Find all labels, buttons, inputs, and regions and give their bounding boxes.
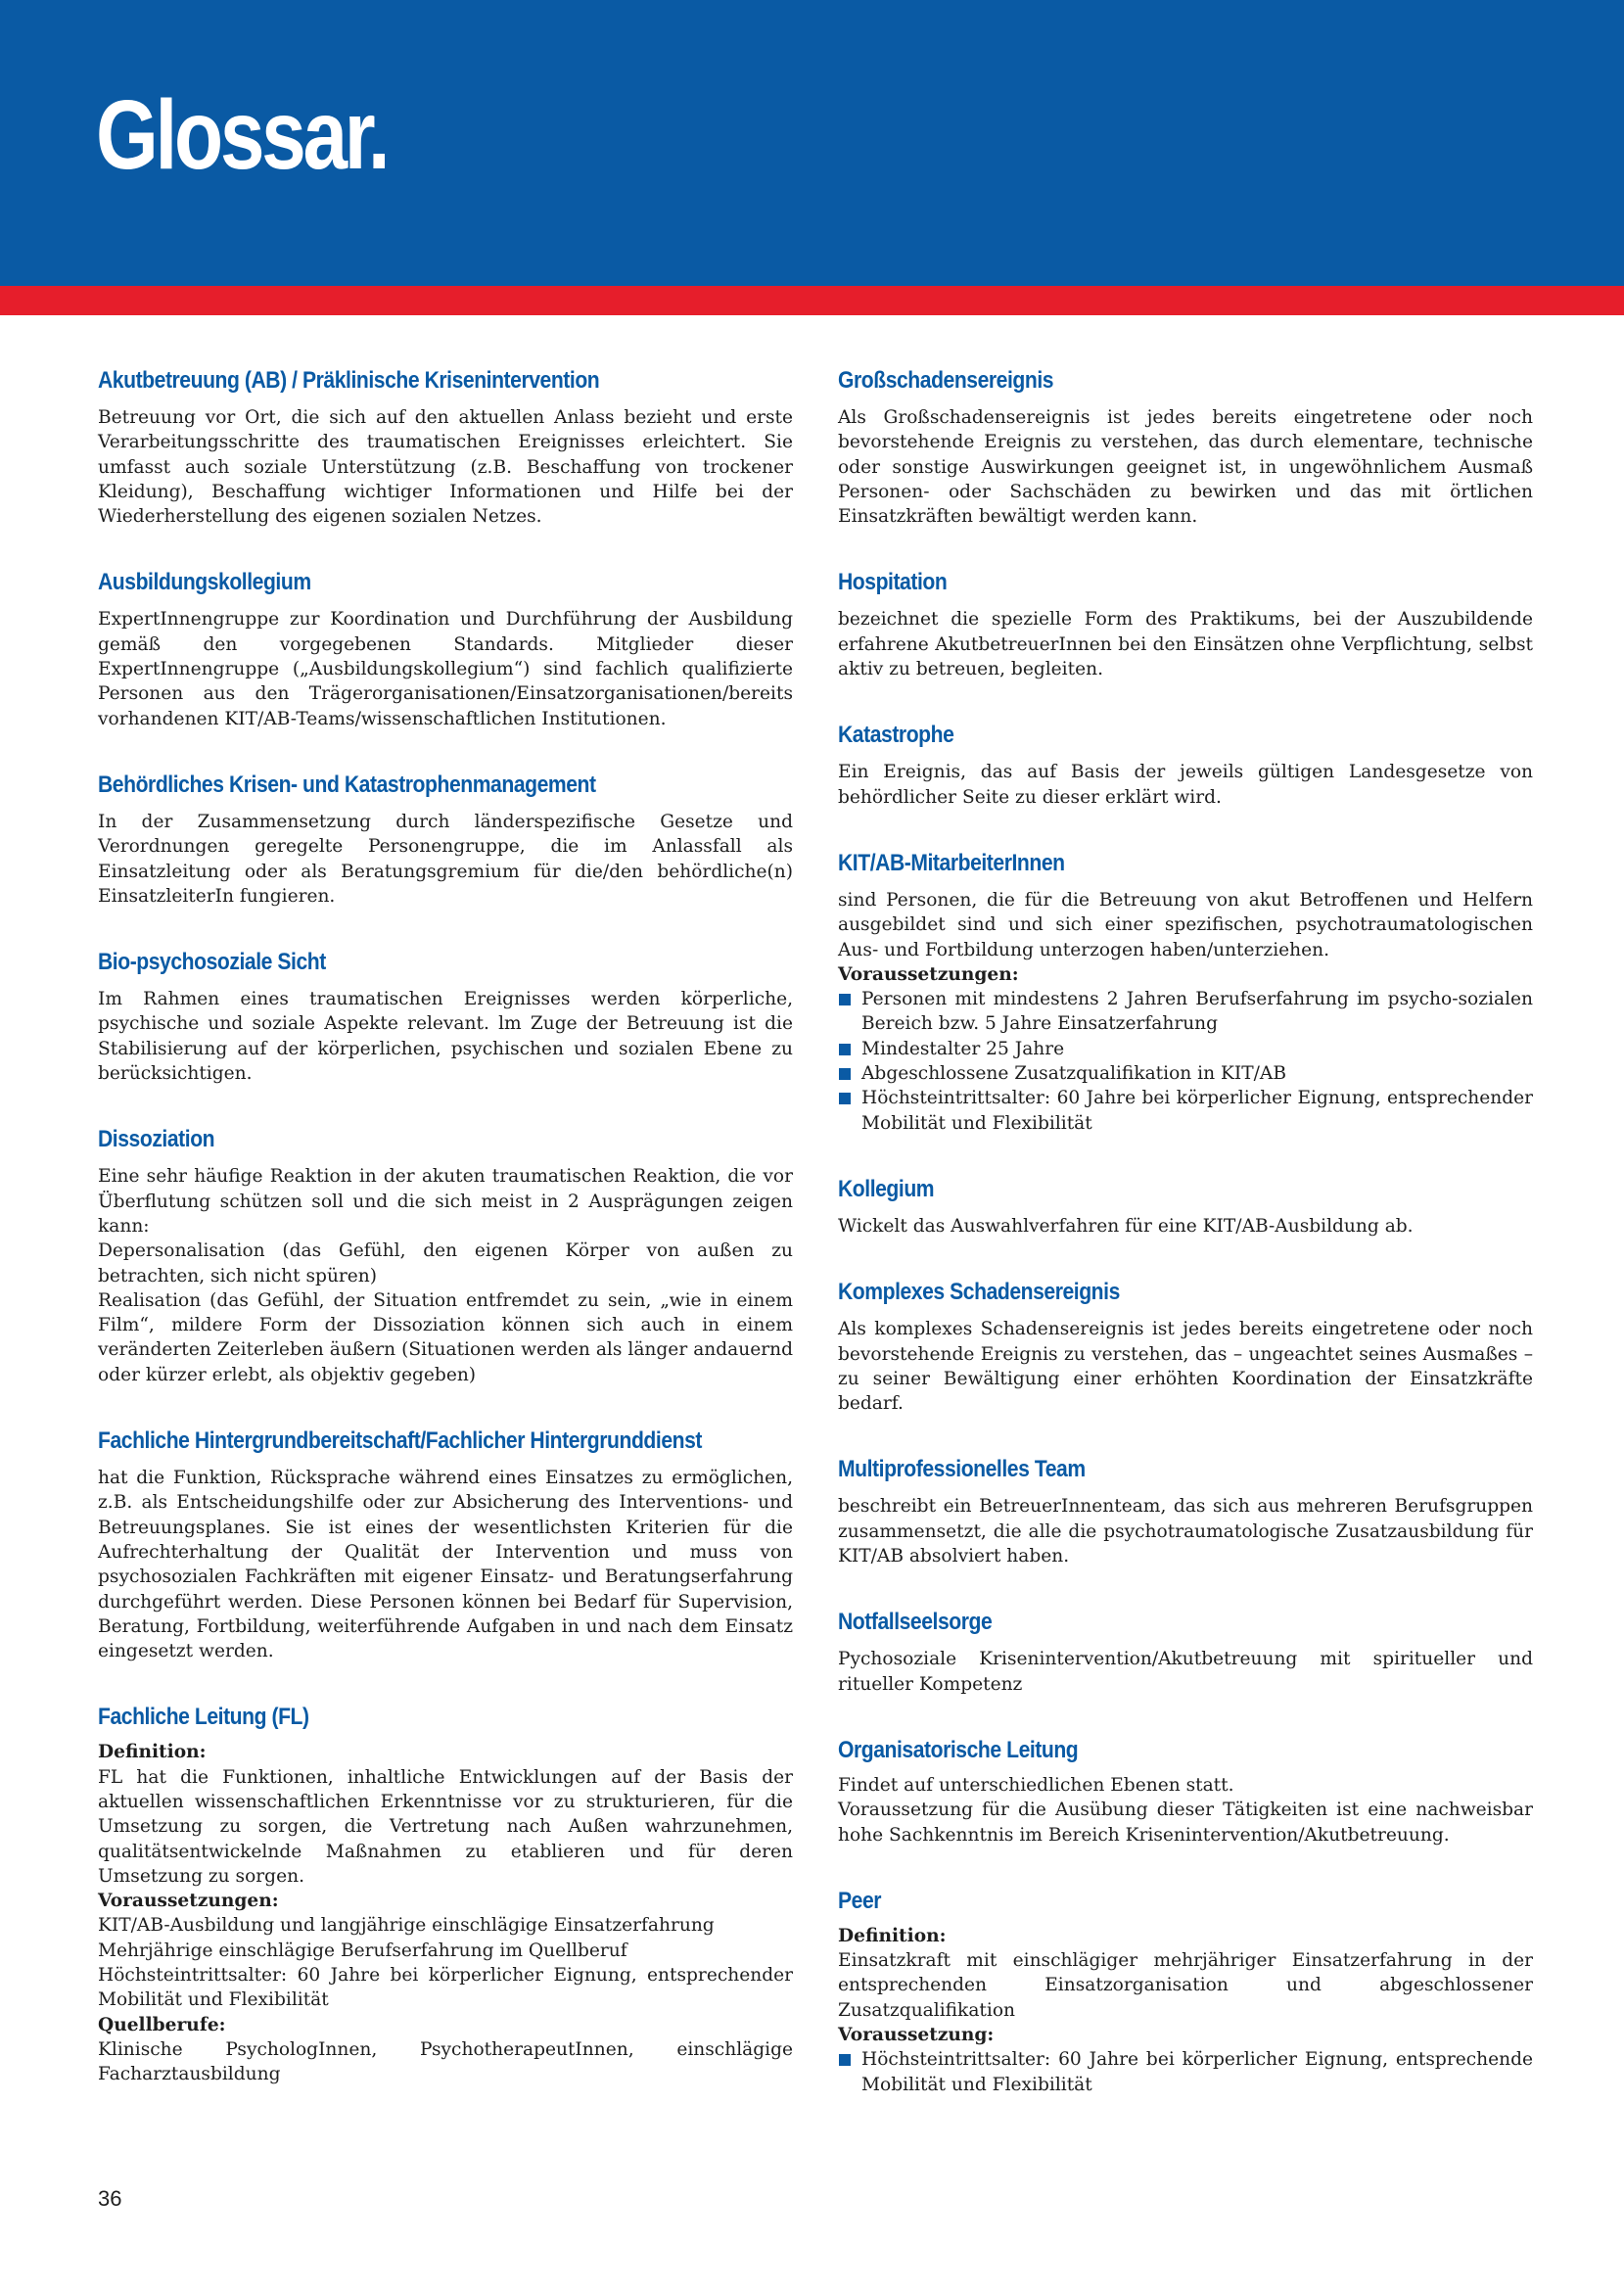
glossary-entry xyxy=(838,566,1533,681)
glossary-entry xyxy=(98,1123,793,1387)
entry-text: Höchsteintrittsalter: 60 Jahre bei körperlicher Eignung, entsprechender Mobilität und Flexibilität xyxy=(98,1965,793,2011)
glossary-entry xyxy=(838,719,1533,810)
entry-title: Hospitation xyxy=(838,569,948,596)
entry-title: Kollegium xyxy=(838,1175,935,1202)
glossary-entry xyxy=(838,1173,1533,1239)
entry-title: Behördliches Krisen- und Katastrophenmanagement xyxy=(98,771,596,798)
bullet-square-icon xyxy=(839,994,851,1005)
page-title: Glossar. xyxy=(96,80,388,190)
entry-title: KIT/AB-MitarbeiterInnen xyxy=(838,849,1065,876)
glossary-entry xyxy=(838,1885,1533,2097)
entry-text: Einsatzkraft mit einschlägiger mehrjähriger Einsatzerfahrung in der entsprechenden Einsatzorganisation und abgeschlossener Zusatzqualifikation xyxy=(838,1950,1533,2021)
list-item: Abgeschlossene Zusatzqualifikation in KIT/AB xyxy=(838,1061,1533,1086)
entry-title: Notfallseelsorge xyxy=(838,1609,993,1636)
bullet-square-icon xyxy=(839,1044,851,1055)
entry-text: Betreuung vor Ort, die sich auf den aktuellen Anlass bezieht und erste Verarbeitungsschritte des traumatischen Ereignisses erleichtert. Sie umfasst auch soziale Unterstützung (z.B. Beschaffung von trockener Kleidung), Beschaffung wichtiger Informationen und Hilfe bei der Wiederherstellung des eigenen sozialen Netzes. xyxy=(98,407,793,528)
glossary-entry xyxy=(98,769,793,909)
page-number: 36 xyxy=(98,2186,122,2211)
entry-title: Ausbildungskollegium xyxy=(98,569,311,596)
list-item: Höchsteintrittsalter: 60 Jahre bei körperlicher Eignung, entsprechender Mobilität und Flexibilität xyxy=(838,1086,1533,1136)
entry-text: sind Personen, die für die Betreuung von akut Betroffenen und Helfern ausgebildet sind und sich einer spezifischen, psychotraumatologischen Aus- und Fortbildung unterzogen haben/unterziehen. xyxy=(838,889,1533,960)
entry-text: Pychosoziale Krisenintervention/Akutbetreuung mit spiritueller und ritueller Kompetenz xyxy=(838,1649,1533,1695)
entry-text: Als komplexes Schadensereignis ist jedes bereits eingetretene oder noch bevorstehende Ereignis zu verstehen, das – ungeachtet seines Ausmaßes – zu seiner Bewältigung einer erhöhten Koordination der Einsatzkräfte bedarf. xyxy=(838,1319,1533,1415)
list-item: Höchsteintrittsalter: 60 Jahre bei körperlicher Eignung, entsprechende Mobilität und Flexibilität xyxy=(838,2047,1533,2097)
entry-text: Realisation (das Gefühl, der Situation entfremdet zu sein, „wie in einem Film“, mildere Form der Dissoziation können sich auch in einem veränderten Zeiterleben äußern (Situationen werden als länger andauernd oder kürzer erlebt, als objektiv gegeben) xyxy=(98,1289,793,1385)
glossary-entry xyxy=(98,364,793,529)
requirements-list xyxy=(838,987,1533,1136)
bullet-square-icon xyxy=(839,1068,851,1080)
entry-text: Voraussetzung für die Ausübung dieser Tätigkeiten ist eine nachweisbar hohe Sachkenntnis im Bereich Krisenintervention/Akutbetreuung. xyxy=(838,1800,1533,1846)
entry-text: beschreibt ein BetreuerInnenteam, das sich aus mehreren Berufsgruppen zusammensetzt, die alle die psychotraumatologische Zusatzausbildung für KIT/AB absolviert haben. xyxy=(838,1496,1533,1567)
source-professions-label: Quellberufe: xyxy=(98,2014,226,2035)
entry-text: Eine sehr häufige Reaktion in der akuten traumatischen Reaktion, die vor Überflutung schützen soll und die sich meist in 2 Ausprägungen zeigen kann: xyxy=(98,1166,793,1237)
entry-title: Komplexes Schadensereignis xyxy=(838,1279,1120,1306)
entry-title: Bio-psychosoziale Sicht xyxy=(98,949,326,976)
entry-title: Fachliche Hintergrundbereitschaft/Fachlicher Hintergrunddienst xyxy=(98,1427,702,1455)
glossary-entry xyxy=(98,566,793,730)
entry-text: KIT/AB-Ausbildung und langjährige einschlägige Einsatzerfahrung xyxy=(98,1915,715,1937)
glossary-entry xyxy=(838,847,1533,1136)
list-item: Personen mit mindestens 2 Jahren Berufserfahrung im psycho-sozialen Bereich bzw. 5 Jahre Einsatzerfahrung xyxy=(838,987,1533,1037)
glossary-entry xyxy=(838,364,1533,529)
entry-title: Akutbetreuung (AB) / Präklinische Krisenintervention xyxy=(98,367,600,394)
list-item: Mindestalter 25 Jahre xyxy=(838,1037,1533,1061)
entry-title: Multiprofessionelles Team xyxy=(838,1456,1086,1483)
entry-text: Mehrjährige einschlägige Berufserfahrung im Quellberuf xyxy=(98,1940,627,1961)
entry-text: In der Zusammensetzung durch länderspezifische Gesetze und Verordnungen geregelte Personengruppe, die im Anlassfall als Einsatzleitung oder als Beratungsgremium für die/den behördliche(n) EinsatzleiterIn fungieren. xyxy=(98,811,793,907)
entry-title: Großschadensereignis xyxy=(838,367,1054,394)
header-banner xyxy=(0,0,1624,286)
entry-text: bezeichnet die spezielle Form des Praktikums, bei der Auszubildende erfahrene AkutbetreuerInnen bei den Einsätzen ohne Verpflichtung, selbst aktiv zu betreuen, begleiten. xyxy=(838,609,1533,680)
glossary-entry xyxy=(838,1606,1533,1697)
entry-text: FL hat die Funktionen, inhaltliche Entwicklungen auf der Basis der aktuellen wissenschaftlichen Erkenntnisse vor zu strukturieren, für die Umsetzung zu sorgen, die Vertretung nach Außen wahrzunehmen, qualitätsentwickelnde Maßnahmen zu etablieren und für deren Umsetzung zu sorgen. xyxy=(98,1766,793,1887)
entry-title: Fachliche Leitung (FL) xyxy=(98,1704,309,1731)
entry-text: Als Großschadensereignis ist jedes bereits eingetretene oder noch bevorstehende Ereignis zu verstehen, das durch elementare, technische oder sonstige Auswirkungen geeignet ist, in ungewöhnlichem Ausmaß Personen- oder Sachschäden zu bewirken und das mit örtlichen Einsatzkräften bewältigt werden kann. xyxy=(838,407,1533,528)
glossary-entry xyxy=(98,946,793,1086)
requirements-list xyxy=(838,2047,1533,2097)
entry-title: Organisatorische Leitung xyxy=(838,1736,1079,1763)
entry-title: Peer xyxy=(838,1887,882,1914)
entry-text: Klinische PsychologInnen, PsychotherapeutInnen, einschlägige Facharztausbildung xyxy=(98,2038,793,2085)
definition-label: Definition: xyxy=(98,1742,207,1763)
entry-text: ExpertInnengruppe zur Koordination und Durchführung der Ausbildung gemäß den vorgegebenen Standards. Mitglieder dieser ExpertInnengruppe („Ausbildungskollegium“) sind fachlich qualifizierte Personen aus den Trägerorganisationen/Einsatzorganisationen/bereits vorhandenen KIT/AB-Teams/wissenschaftlichen Institutionen. xyxy=(98,609,793,729)
right-column xyxy=(838,364,1533,2097)
glossary-entry xyxy=(838,1734,1533,1847)
bullet-square-icon xyxy=(839,2054,851,2066)
glossary-entry xyxy=(838,1453,1533,1568)
glossary-entry xyxy=(838,1276,1533,1416)
bullet-square-icon xyxy=(839,1093,851,1104)
glossary-entry xyxy=(98,1425,793,1663)
entry-text: hat die Funktion, Rücksprache während eines Einsatzes zu ermöglichen, z.B. als Entscheidungshilfe oder zur Absicherung des Interventions- und Betreuungsplanes. Sie ist eines der wesentlichsten Kriterien für die Aufrechterhaltung der Qualität der Intervention und muss von psychosozialen Fachkräften mit eigener Einsatz- und Beratungserfahrung durchgeführt werden. Diese Personen können bei Bedarf für Supervision, Beratung, Fortbildung, weiterführende Aufgaben in und nach dem Einsatz eingesetzt werden. xyxy=(98,1468,793,1662)
requirements-label: Voraussetzungen: xyxy=(838,963,1019,985)
entry-text: Im Rahmen eines traumatischen Ereignisses werden körperliche, psychische und soziale Aspekte relevant. lm Zuge der Betreuung ist die Stabilisierung auf der körperlichen, psychischen und sozialen Ebene zu berücksichtigen. xyxy=(98,989,793,1085)
entry-text: Wickelt das Auswahlverfahren für eine KIT/AB-Ausbildung ab. xyxy=(838,1215,1414,1237)
entry-text: Findet auf unterschiedlichen Ebenen statt. xyxy=(838,1774,1234,1796)
left-column xyxy=(98,364,793,2087)
requirements-label: Voraussetzungen: xyxy=(98,1891,279,1912)
requirements-label: Voraussetzung: xyxy=(838,2024,995,2045)
header-red-stripe xyxy=(0,286,1624,315)
definition-label: Definition: xyxy=(838,1925,947,1946)
entry-text: Depersonalisation (das Gefühl, den eigenen Körper von außen zu betrachten, sich nicht spüren) xyxy=(98,1240,793,1286)
glossary-entry xyxy=(98,1701,793,2086)
entry-title: Dissoziation xyxy=(98,1126,215,1153)
entry-title: Katastrophe xyxy=(838,722,954,749)
entry-text: Ein Ereignis, das auf Basis der jeweils gültigen Landesgesetze von behördlicher Seite zu dieser erklärt wird. xyxy=(838,762,1533,808)
